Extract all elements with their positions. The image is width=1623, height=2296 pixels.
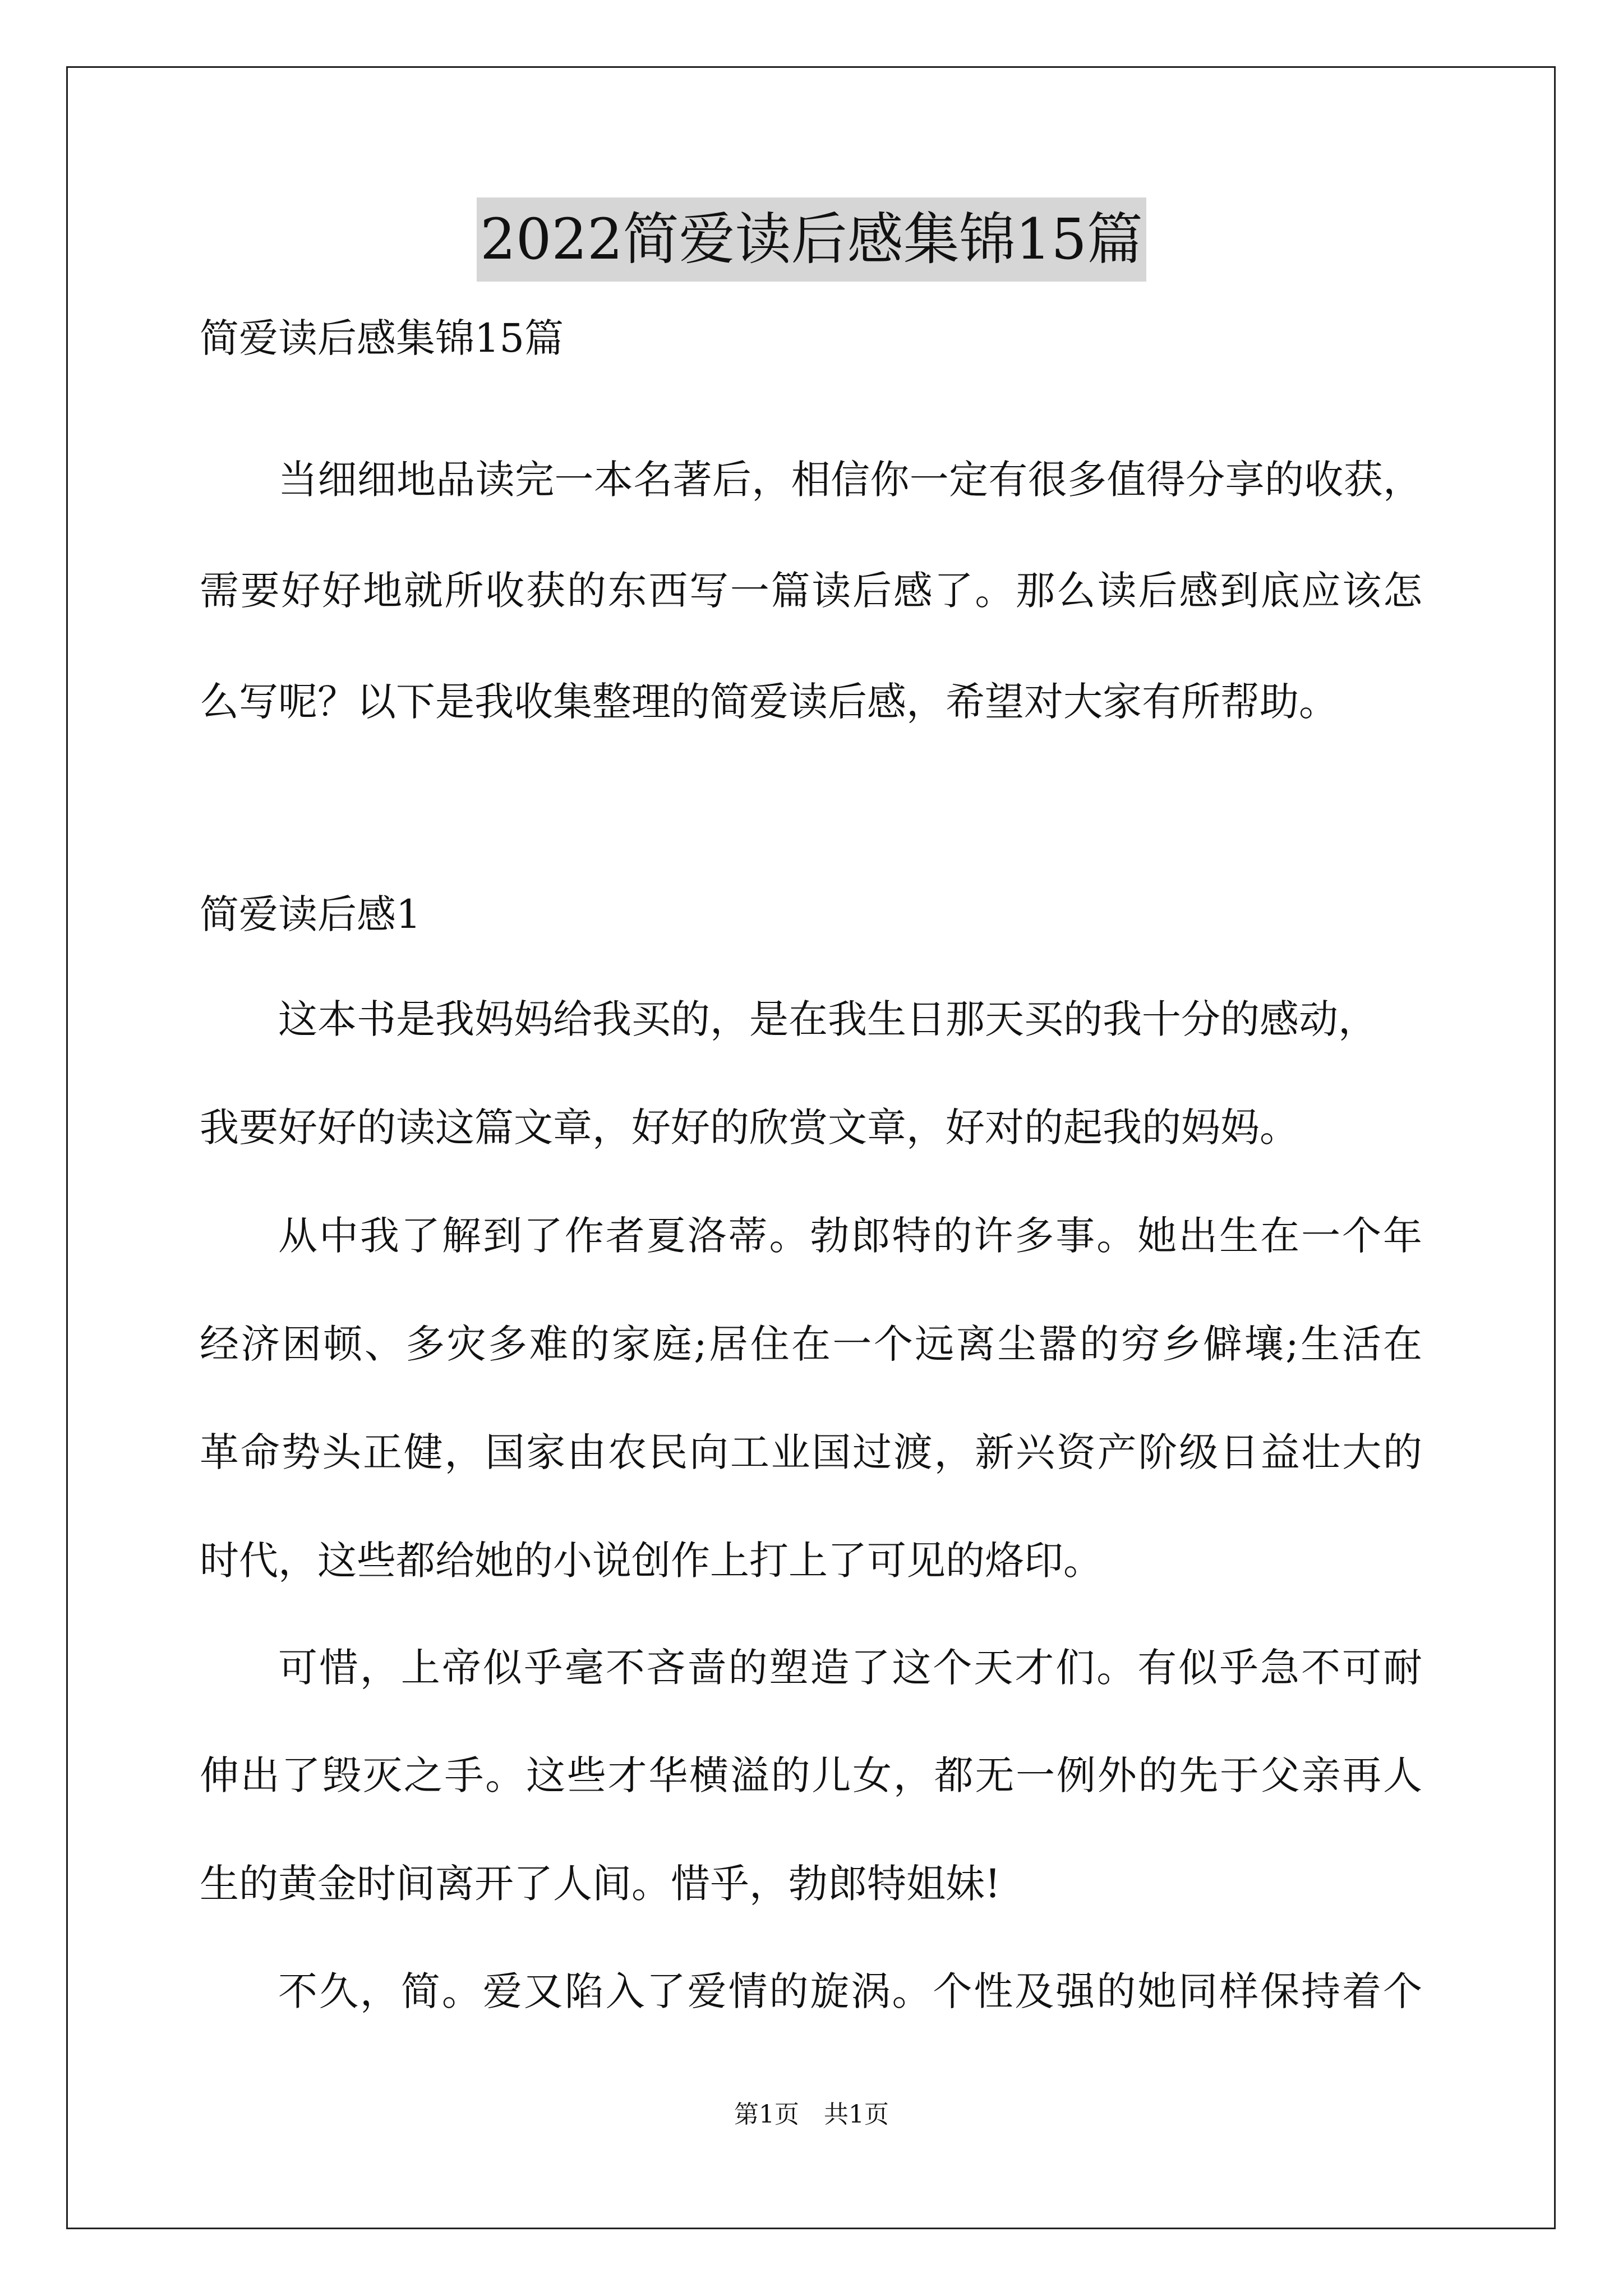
paragraph-line: 这本书是我妈妈给我买的，是在我生日那天买的我十分的感动， bbox=[278, 996, 1377, 1042]
section-heading: 简爱读后感1 bbox=[200, 891, 421, 937]
paragraph-line: 当细细地品读完一本名著后，相信你一定有很多值得分享的收获， bbox=[278, 457, 1422, 503]
paragraph-line: 经济困顿、多灾多难的家庭;居住在一个远离尘嚣的穷乡僻壤;生活在 bbox=[200, 1321, 1422, 1367]
paragraph-line: 可惜，上帝似乎毫不吝啬的塑造了这个天才们。有似乎急不可耐 bbox=[278, 1645, 1422, 1691]
paragraph-line: 需要好好地就所收获的东西写一篇读后感了。那么读后感到底应该怎 bbox=[200, 568, 1422, 614]
paragraph-line: 么写呢？以下是我收集整理的简爱读后感，希望对大家有所帮助。 bbox=[200, 679, 1338, 725]
paragraph-line: 伸出了毁灭之手。这些才华横溢的儿女，都无一例外的先于父亲再人 bbox=[200, 1752, 1422, 1798]
paragraph-line: 从中我了解到了作者夏洛蒂。勃郎特的许多事。她出生在一个年 bbox=[278, 1213, 1422, 1259]
paragraph-line: 生的黄金时间离开了人间。惜乎，勃郎特姐妹! bbox=[200, 1861, 1001, 1907]
paragraph-line: 革命势头正健，国家由农民向工业国过渡，新兴资产阶级日益壮大的 bbox=[200, 1429, 1422, 1475]
document-title: 2022简爱读后感集锦15篇 bbox=[477, 197, 1146, 282]
title-container bbox=[0, 197, 1623, 282]
paragraph-line: 我要好好的读这篇文章，好好的欣赏文章，好对的起我的妈妈。 bbox=[200, 1105, 1299, 1151]
paragraph-line: 时代，这些都给她的小说创作上打上了可见的烙印。 bbox=[200, 1538, 1103, 1584]
paragraph-line: 不久，简。爱又陷入了爱情的旋涡。个性及强的她同样保持着个 bbox=[278, 1968, 1422, 2014]
subtitle-line: 简爱读后感集锦15篇 bbox=[200, 315, 564, 361]
page-number-footer: 第1页 共1页 bbox=[734, 2100, 889, 2129]
